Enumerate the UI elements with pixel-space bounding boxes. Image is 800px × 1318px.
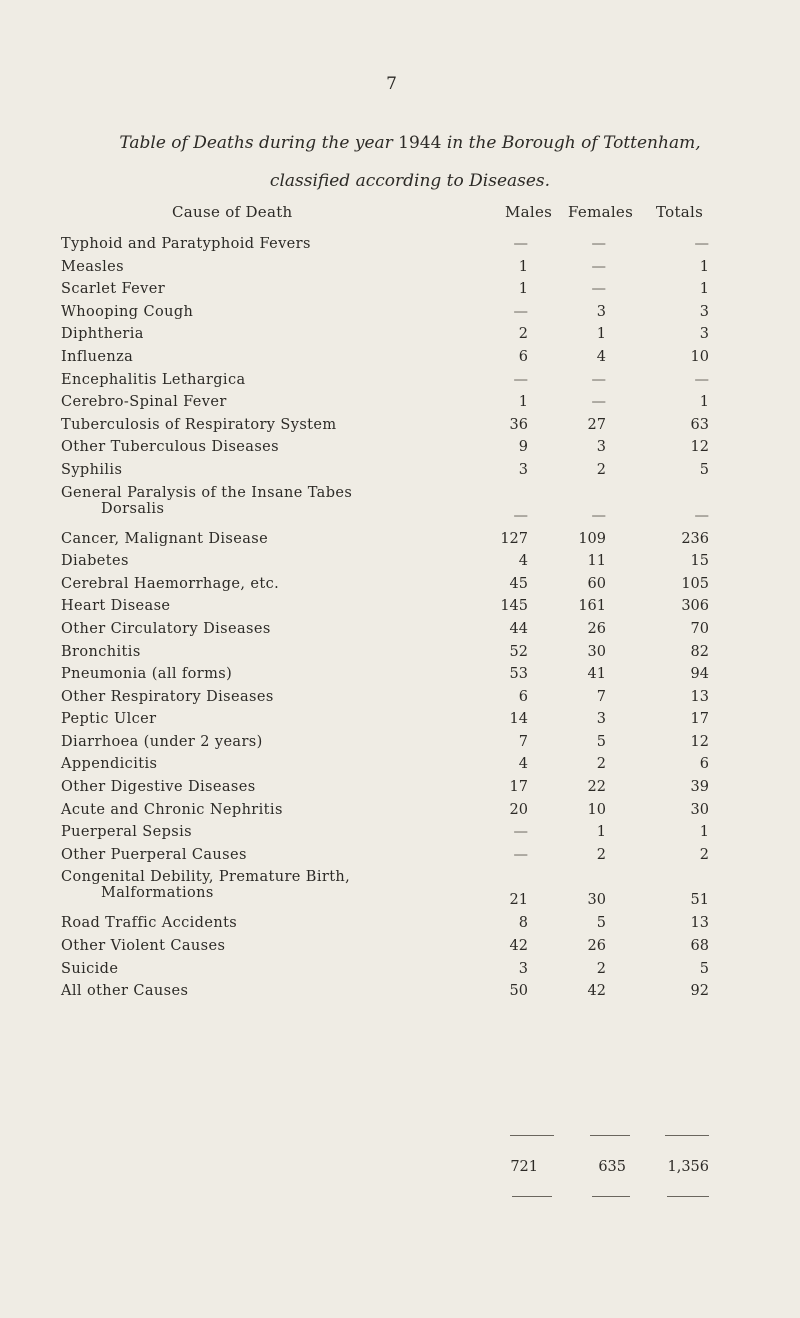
cell-males: 7 xyxy=(518,733,528,750)
cause-of-death: Puerperal Sepsis xyxy=(61,824,193,841)
cause-of-death: Encephalitis Lethargica xyxy=(61,371,246,388)
cell-females: 1 xyxy=(596,824,606,841)
cell-females: 10 xyxy=(587,801,606,818)
cell-females: 5 xyxy=(596,915,606,932)
cell-males: — xyxy=(513,236,528,252)
title-year: 1944 xyxy=(398,133,442,153)
table-row xyxy=(0,462,800,485)
cell-males: — xyxy=(513,824,528,841)
cell-females: 2 xyxy=(596,756,606,773)
table-row xyxy=(0,576,800,599)
cell-females: 7 xyxy=(596,688,606,705)
cause-of-death: Other Digestive Diseases xyxy=(61,779,256,796)
cause-of-death: Other Violent Causes xyxy=(61,938,226,955)
cell-totals: 105 xyxy=(681,575,709,592)
cell-totals: 6 xyxy=(699,756,709,773)
header-totals: Totals xyxy=(656,203,704,221)
cause-of-death: Road Traffic Accidents xyxy=(61,915,238,932)
cause-of-death: Bronchitis xyxy=(61,643,141,660)
cause-of-death: Scarlet Fever xyxy=(61,281,166,298)
cause-of-death xyxy=(61,869,491,901)
table-row xyxy=(0,439,800,462)
cell-males: 20 xyxy=(509,801,528,818)
cell-males: 4 xyxy=(518,756,528,773)
table-row xyxy=(0,938,800,961)
cell-totals: 13 xyxy=(690,688,709,705)
cause-of-death: Peptic Ulcer xyxy=(61,711,157,728)
cell-males: — xyxy=(513,303,528,320)
cell-totals: — xyxy=(694,236,709,252)
cell-females: 2 xyxy=(596,846,606,863)
cause-of-death: Cerebro-Spinal Fever xyxy=(61,394,227,411)
page-number: 7 xyxy=(386,74,397,94)
sum-rule xyxy=(665,1135,709,1136)
cell-totals: 236 xyxy=(681,530,709,547)
total-males: 721 xyxy=(510,1159,538,1175)
cell-totals: 3 xyxy=(699,326,709,343)
cell-totals: 306 xyxy=(681,598,709,615)
cell-totals: — xyxy=(694,371,709,388)
cause-of-death: Diarrhoea (under 2 years) xyxy=(61,733,263,750)
cause-of-death: Heart Disease xyxy=(61,598,171,615)
cell-males: 21 xyxy=(509,892,528,909)
table-row xyxy=(0,236,800,259)
cell-females: 42 xyxy=(587,983,606,1000)
cell-females: 2 xyxy=(596,461,606,478)
table-row xyxy=(0,802,800,825)
table-row xyxy=(0,598,800,621)
deaths-table xyxy=(0,236,800,1006)
cell-males: 6 xyxy=(518,688,528,705)
table-row xyxy=(0,689,800,712)
cell-males: 145 xyxy=(500,598,528,615)
cause-of-death: All other Causes xyxy=(61,983,189,1000)
cell-females: — xyxy=(591,281,606,298)
title-line-1 xyxy=(80,124,740,162)
title-line-2: classified according to Diseases. xyxy=(269,171,551,191)
table-row xyxy=(0,394,800,417)
cell-totals: 1 xyxy=(699,258,709,275)
cell-totals: 17 xyxy=(690,711,709,728)
cause-of-death: Whooping Cough xyxy=(61,303,194,320)
table-row xyxy=(0,847,800,870)
table-row xyxy=(0,734,800,757)
cell-females: 161 xyxy=(578,598,606,615)
cell-males: 1 xyxy=(518,394,528,411)
cell-totals: 30 xyxy=(690,801,709,818)
cell-males: 1 xyxy=(518,281,528,298)
table-row xyxy=(0,824,800,847)
cause-of-death: Appendicitis xyxy=(61,756,158,773)
cell-males: 2 xyxy=(518,326,528,343)
cell-totals: 1 xyxy=(699,394,709,411)
cell-totals: 94 xyxy=(690,666,709,683)
cell-males: 14 xyxy=(509,711,528,728)
sum-rule xyxy=(510,1135,554,1136)
cause-of-death: Diabetes xyxy=(61,553,129,570)
cell-totals: 3 xyxy=(699,303,709,320)
cause-line-2: Dorsalis xyxy=(101,500,165,517)
table-row xyxy=(0,372,800,395)
cell-males: 45 xyxy=(509,575,528,592)
cell-totals: 13 xyxy=(690,915,709,932)
cell-males: 4 xyxy=(518,553,528,570)
cell-males: 127 xyxy=(500,530,528,547)
table-row xyxy=(0,417,800,440)
cause-of-death: Suicide xyxy=(61,960,119,977)
cause-line-1: Congenital Debility, Premature Birth, xyxy=(61,869,351,886)
cell-males: 6 xyxy=(518,348,528,365)
cell-males: 17 xyxy=(509,779,528,796)
cause-of-death: Syphilis xyxy=(61,461,123,478)
cause-of-death: Other Puerperal Causes xyxy=(61,846,247,863)
sum-rule xyxy=(512,1196,552,1197)
total-females: 635 xyxy=(598,1159,626,1175)
cell-females: 4 xyxy=(596,348,606,365)
cell-totals: 68 xyxy=(690,938,709,955)
cell-females: 5 xyxy=(596,733,606,750)
header-males: Males xyxy=(505,203,553,221)
cell-males: 8 xyxy=(518,915,528,932)
cell-females: 3 xyxy=(596,439,606,456)
cell-totals: 12 xyxy=(690,439,709,456)
cell-males: 3 xyxy=(518,960,528,977)
cell-males: — xyxy=(513,371,528,388)
cause-of-death: Other Tuberculous Diseases xyxy=(61,439,279,456)
cell-totals: 15 xyxy=(690,553,709,570)
cell-totals: 39 xyxy=(690,779,709,796)
cell-males: 50 xyxy=(509,983,528,1000)
table-row xyxy=(0,869,800,915)
cause-of-death: Typhoid and Paratyphoid Fevers xyxy=(61,236,311,252)
cell-males: 9 xyxy=(518,439,528,456)
cell-females: — xyxy=(591,236,606,252)
cause-of-death: Cerebral Haemorrhage, etc. xyxy=(61,575,280,592)
cell-females: 22 xyxy=(587,779,606,796)
cell-females: 30 xyxy=(587,892,606,909)
cause-of-death: Influenza xyxy=(61,348,134,365)
cell-totals: 12 xyxy=(690,733,709,750)
cell-males: 1 xyxy=(518,258,528,275)
table-row xyxy=(0,666,800,689)
cell-females: 27 xyxy=(587,416,606,433)
title-part: Table of Deaths during the year xyxy=(119,133,393,153)
cell-females: 26 xyxy=(587,938,606,955)
cell-males: 53 xyxy=(509,666,528,683)
cause-of-death: Cancer, Malignant Disease xyxy=(61,530,269,547)
cell-males: — xyxy=(513,507,528,524)
cell-totals: 5 xyxy=(699,461,709,478)
cell-females: 3 xyxy=(596,711,606,728)
grand-total: 1,356 xyxy=(667,1159,709,1175)
cause-of-death: Tuberculosis of Respiratory System xyxy=(61,416,337,433)
cell-totals: 63 xyxy=(690,416,709,433)
cell-males: 52 xyxy=(509,643,528,660)
cell-males: 42 xyxy=(509,938,528,955)
table-row xyxy=(0,485,800,531)
header-cause: Cause of Death xyxy=(172,203,293,221)
cause-of-death: Other Circulatory Diseases xyxy=(61,620,271,637)
table-row xyxy=(0,349,800,372)
header-females: Females xyxy=(568,203,634,221)
table-row xyxy=(0,621,800,644)
cell-females: 109 xyxy=(578,530,606,547)
table-row xyxy=(0,756,800,779)
cell-totals: 70 xyxy=(690,620,709,637)
cause-line-1: General Paralysis of the Insane Tabes xyxy=(61,484,353,501)
cause-of-death: Other Respiratory Diseases xyxy=(61,688,274,705)
cell-totals: 1 xyxy=(699,281,709,298)
cell-females: 11 xyxy=(587,553,606,570)
cell-females: — xyxy=(591,258,606,275)
table-row xyxy=(0,304,800,327)
cell-totals: 92 xyxy=(690,983,709,1000)
table-row xyxy=(0,644,800,667)
table-row xyxy=(0,259,800,282)
table-row xyxy=(0,915,800,938)
cell-totals: 82 xyxy=(690,643,709,660)
cell-totals: 51 xyxy=(690,892,709,909)
cause-of-death xyxy=(61,485,491,517)
cell-females: 26 xyxy=(587,620,606,637)
cell-females: — xyxy=(591,371,606,388)
cause-of-death: Pneumonia (all forms) xyxy=(61,666,233,683)
table-row xyxy=(0,281,800,304)
sum-rule xyxy=(667,1196,709,1197)
cell-totals: 1 xyxy=(699,824,709,841)
cell-females: 60 xyxy=(587,575,606,592)
cell-totals: 5 xyxy=(699,960,709,977)
cell-females: 1 xyxy=(596,326,606,343)
cell-males: — xyxy=(513,846,528,863)
cause-of-death: Diphtheria xyxy=(61,326,144,343)
cell-females: — xyxy=(591,394,606,411)
cell-males: 3 xyxy=(518,461,528,478)
cell-males: 36 xyxy=(509,416,528,433)
table-row xyxy=(0,961,800,984)
cause-line-2: Malformations xyxy=(101,885,214,902)
cell-totals: — xyxy=(694,507,709,524)
cause-of-death: Measles xyxy=(61,258,124,275)
page-title xyxy=(80,124,740,200)
cell-females: — xyxy=(591,507,606,524)
cell-totals: 2 xyxy=(699,846,709,863)
cell-females: 30 xyxy=(587,643,606,660)
cell-totals: 10 xyxy=(690,348,709,365)
table-row xyxy=(0,553,800,576)
cell-females: 3 xyxy=(596,303,606,320)
sum-rule xyxy=(590,1135,630,1136)
title-part: in the Borough of Tottenham, xyxy=(446,133,701,153)
table-row xyxy=(0,983,800,1006)
cell-males: 44 xyxy=(509,620,528,637)
table-row xyxy=(0,711,800,734)
cause-of-death: Acute and Chronic Nephritis xyxy=(61,801,283,818)
sum-rule xyxy=(592,1196,630,1197)
table-row xyxy=(0,531,800,554)
table-row xyxy=(0,326,800,349)
table-row xyxy=(0,779,800,802)
cell-females: 2 xyxy=(596,960,606,977)
cell-females: 41 xyxy=(587,666,606,683)
